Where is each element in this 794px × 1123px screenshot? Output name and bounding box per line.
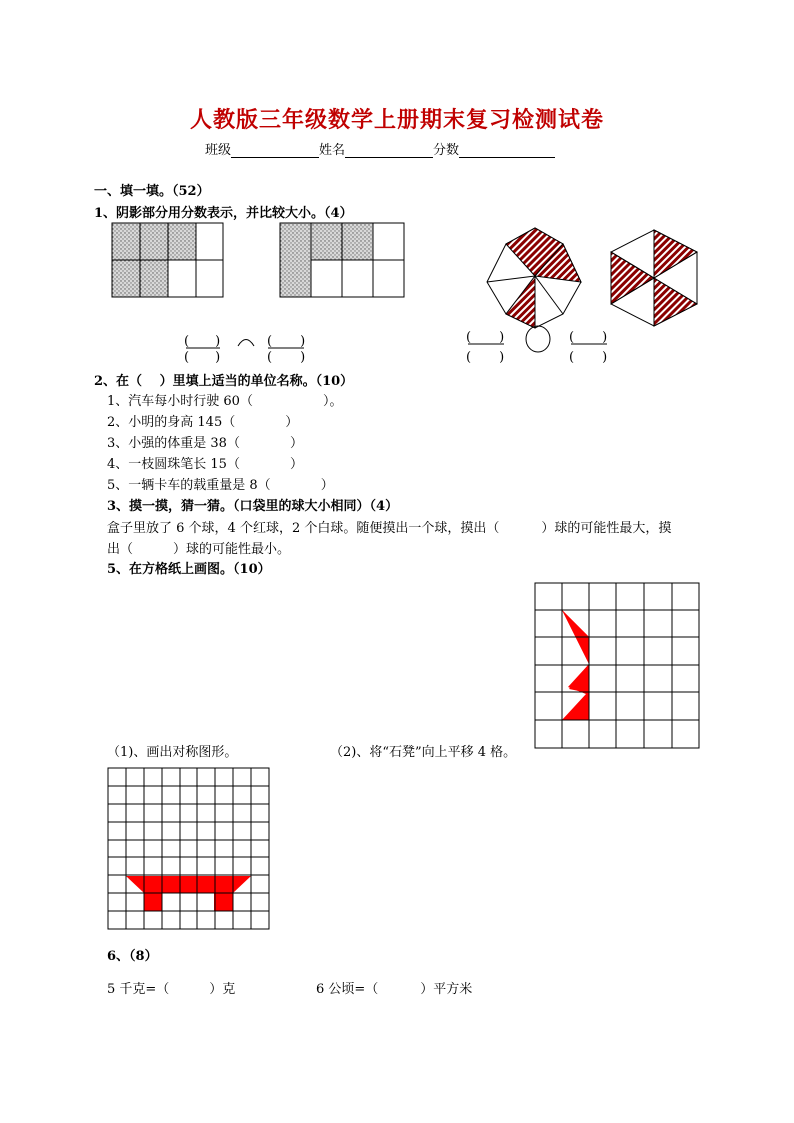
q5-sub2: （2)、将“石凳”向上平移 4 格。 bbox=[330, 745, 517, 760]
q2-item-3: 3、小强的体重是 38（ ） bbox=[107, 436, 303, 451]
name-label: 姓名 bbox=[319, 143, 346, 158]
q2-heading: 2、在（ ）里填上适当的单位名称。（10） bbox=[94, 374, 354, 389]
symmetry-grid[interactable] bbox=[535, 583, 699, 748]
q2-item-4: 4、一枝圆珠笔长 15（ ） bbox=[107, 457, 303, 472]
q6-item-2: 6 公顷=（ ）平方米 bbox=[316, 982, 473, 997]
q2-item-5: 5、一辆卡车的载重量是 8（ ） bbox=[107, 478, 334, 493]
frac3-numerator[interactable]: ( ) bbox=[466, 330, 505, 345]
q3-heading: 3、摸一摸，猜一猜。（口袋里的球大小相同）（4） bbox=[107, 499, 399, 514]
translation-grid[interactable] bbox=[108, 768, 269, 929]
frac4-numerator[interactable]: ( ) bbox=[569, 330, 608, 345]
section1-heading: 一、填一填。（52） bbox=[94, 184, 210, 199]
q2-item-2: 2、小明的身高 145（ ） bbox=[107, 415, 299, 430]
class-label: 班级 bbox=[205, 143, 232, 158]
frac4-denominator[interactable]: ( ) bbox=[569, 350, 608, 365]
frac1-denominator[interactable]: ( ) bbox=[184, 350, 221, 365]
q5-heading: 5、在方格纸上画图。（10） bbox=[107, 562, 271, 577]
q5-sub1: （1)、画出对称图形。 bbox=[107, 745, 238, 760]
q3-line-2: 出（ ）球的可能性最小。 bbox=[107, 542, 291, 557]
q6-heading: 6、（8） bbox=[107, 949, 158, 964]
frac1-numerator[interactable]: ( ) bbox=[184, 334, 221, 349]
frac2-numerator[interactable]: ( ) bbox=[267, 334, 306, 349]
q1-heading: 1、阴影部分用分数表示，并比较大小。（4） bbox=[94, 206, 353, 221]
page-title: 人教版三年级数学上册期末复习检测试卷 bbox=[189, 107, 604, 133]
frac2-denominator[interactable]: ( ) bbox=[267, 350, 306, 365]
frac3-denominator[interactable]: ( ) bbox=[466, 350, 505, 365]
q2-item-1: 1、汽车每小时行驶 60（ ）。 bbox=[107, 394, 343, 409]
q3-line-1: 盒子里放了 6 个球，4 个红球，2 个白球。随便摸出一个球，摸出（ ）球的可能性最大，摸 bbox=[107, 521, 672, 536]
q6-item-1: 5 千克=（ ）克 bbox=[107, 982, 236, 997]
score-label: 分数 bbox=[433, 143, 460, 158]
